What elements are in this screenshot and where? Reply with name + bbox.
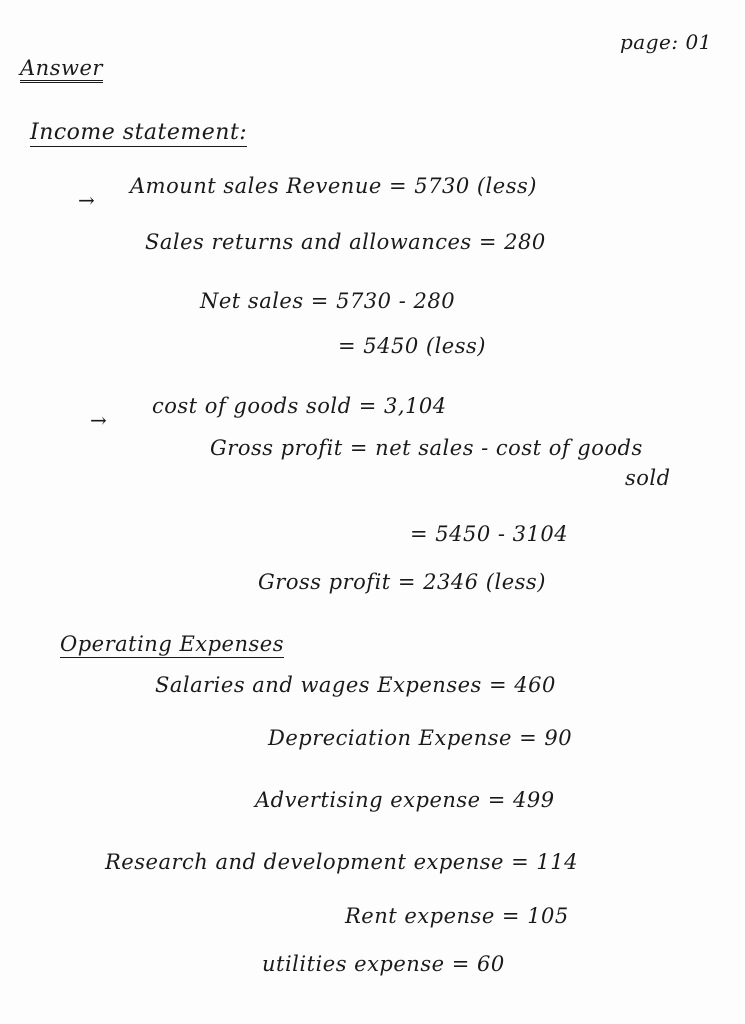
cogs-line: cost of goods sold = 3,104 [152, 394, 447, 418]
expense-research: Research and development expense = 114 [105, 850, 578, 874]
net-sales-line: Net sales = 5730 - 280 [200, 289, 456, 313]
arrow-icon: → [90, 408, 108, 432]
sales-revenue-line: Amount sales Revenue = 5730 (less) [130, 174, 537, 198]
arrow-icon: → [78, 188, 96, 212]
expense-rent: Rent expense = 105 [345, 904, 569, 928]
gross-profit-formula-cont: sold [625, 466, 671, 490]
section-title: Income statement: [30, 120, 248, 145]
gross-profit-calc: = 5450 - 3104 [410, 522, 569, 546]
expense-utilities: utilities expense = 60 [262, 952, 505, 976]
gross-profit-result: Gross profit = 2346 (less) [258, 570, 546, 594]
operating-expenses-title: Operating Expenses [60, 632, 284, 656]
page-number: page: 01 [620, 30, 712, 54]
expense-advertising: Advertising expense = 499 [255, 788, 555, 812]
expense-salaries: Salaries and wages Expenses = 460 [155, 673, 556, 697]
returns-line: Sales returns and allowances = 280 [145, 230, 546, 254]
net-sales-result: = 5450 (less) [338, 334, 486, 358]
gross-profit-formula: Gross profit = net sales - cost of goods [210, 436, 643, 460]
expense-depreciation: Depreciation Expense = 90 [268, 726, 573, 750]
answer-heading: Answer [20, 58, 103, 83]
